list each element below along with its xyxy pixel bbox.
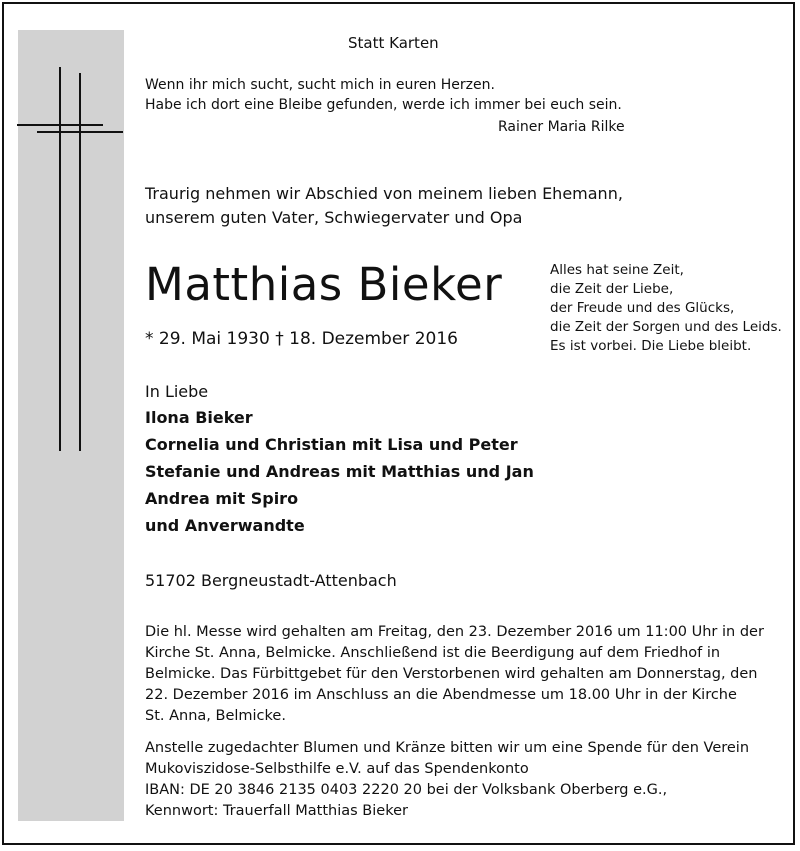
donation-line: Kennwort: Trauerfall Matthias Bieker	[145, 803, 408, 819]
header-statt-karten: Statt Karten	[348, 34, 439, 52]
mourner-name: und Anverwandte	[145, 516, 305, 535]
quote-author: Rainer Maria Rilke	[498, 119, 625, 135]
mourner-name: Ilona Bieker	[145, 408, 253, 427]
donation-line: IBAN: DE 20 3846 2135 0403 2220 20 bei der Volksbank Oberberg e.G.,	[145, 782, 668, 798]
quote-line: Habe ich dort eine Bleibe gefunden, werde ich immer bei euch sein.	[145, 97, 622, 113]
poem-line: die Zeit der Liebe,	[550, 281, 674, 297]
mourner-name: Andrea mit Spiro	[145, 489, 299, 508]
mourner-name: Stefanie und Andreas mit Matthias und Jan	[145, 462, 534, 481]
notice-line: Belmicke. Das Fürbittgebet für den Verstorbenen wird gehalten am Donnerstag, den	[145, 666, 758, 682]
donation-line: Mukoviszidose-Selbsthilfe e.V. auf das Spendenkonto	[145, 761, 529, 777]
notice-line: Die hl. Messe wird gehalten am Freitag, den 23. Dezember 2016 um 11:00 Uhr in der	[145, 624, 764, 640]
poem-line: die Zeit der Sorgen und des Leids.	[550, 319, 782, 335]
poem-line: Alles hat seine Zeit,	[550, 262, 684, 278]
donation-line: Anstelle zugedachter Blumen und Kränze bitten wir um eine Spende für den Verein	[145, 740, 750, 756]
address: 51702 Bergneustadt-Attenbach	[145, 571, 397, 590]
life-dates: * 29. Mai 1930 † 18. Dezember 2016	[145, 329, 458, 349]
quote-line: Wenn ihr mich sucht, sucht mich in euren Herzen.	[145, 77, 495, 93]
poem-line: der Freude und des Glücks,	[550, 300, 735, 316]
gray-sidebar	[18, 30, 124, 821]
mourners-intro: In Liebe	[145, 382, 209, 401]
notice-line: St. Anna, Belmicke.	[145, 708, 286, 724]
intro-line: Traurig nehmen wir Abschied von meinem lieben Ehemann,	[145, 184, 623, 203]
mourner-name: Cornelia und Christian mit Lisa und Peter	[145, 435, 518, 454]
notice-line: Kirche St. Anna, Belmicke. Anschließend ist die Beerdigung auf dem Friedhof in	[145, 645, 721, 661]
intro-line: unserem guten Vater, Schwiegervater und Opa	[145, 208, 523, 227]
cross-horizontal-upper	[17, 124, 103, 126]
notice-line: 22. Dezember 2016 im Anschluss an die Abendmesse um 18.00 Uhr in der Kirche	[145, 687, 737, 703]
poem-line: Es ist vorbei. Die Liebe bleibt.	[550, 338, 752, 354]
cross-vertical-right	[79, 73, 81, 451]
cross-horizontal-lower	[37, 131, 123, 133]
deceased-name: Matthias Bieker	[145, 258, 503, 311]
